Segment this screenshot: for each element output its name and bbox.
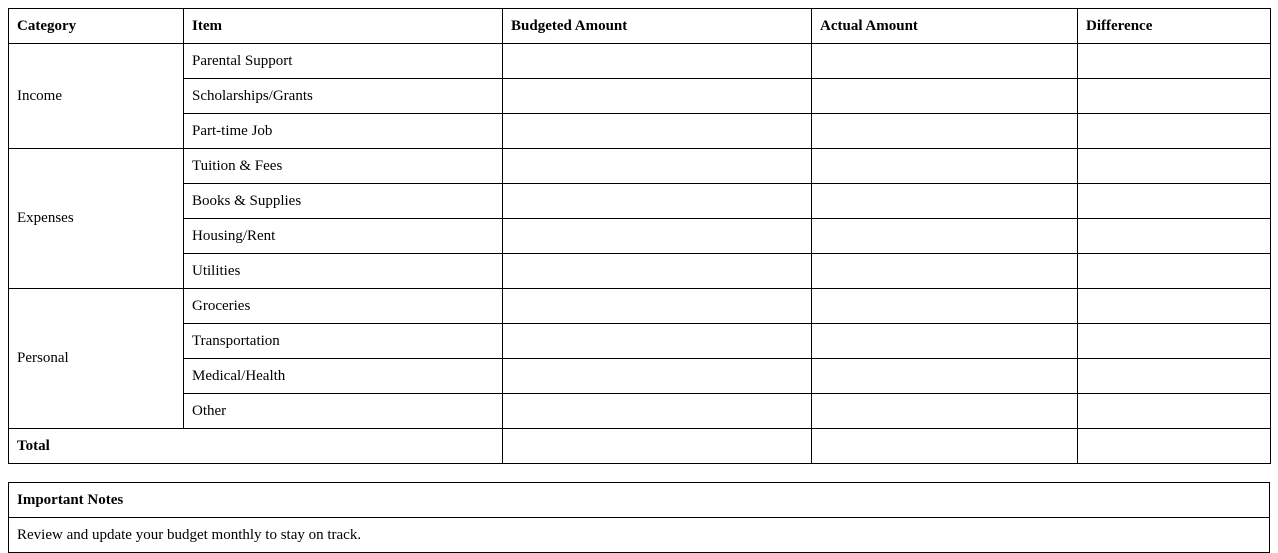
table-row	[9, 184, 1271, 219]
difference-cell[interactable]	[1078, 359, 1271, 394]
actual-amount-cell[interactable]	[812, 394, 1078, 429]
difference-cell[interactable]	[1078, 44, 1271, 79]
actual-amount-cell[interactable]	[812, 254, 1078, 289]
total-actual-cell[interactable]	[812, 429, 1078, 464]
header-row	[9, 9, 1271, 44]
actual-amount-cell[interactable]	[812, 184, 1078, 219]
item-cell: Books & Supplies	[184, 184, 503, 219]
difference-cell[interactable]	[1078, 324, 1271, 359]
item-cell: Housing/Rent	[184, 219, 503, 254]
notes-table	[8, 482, 1270, 553]
budgeted-amount-cell[interactable]	[503, 324, 812, 359]
item-cell: Utilities	[184, 254, 503, 289]
budgeted-amount-cell[interactable]	[503, 394, 812, 429]
total-row	[9, 429, 1271, 464]
total-label: Total	[9, 429, 503, 464]
actual-amount-cell[interactable]	[812, 219, 1078, 254]
budgeted-amount-cell[interactable]	[503, 44, 812, 79]
difference-cell[interactable]	[1078, 184, 1271, 219]
budgeted-amount-cell[interactable]	[503, 219, 812, 254]
difference-cell[interactable]	[1078, 289, 1271, 324]
difference-cell[interactable]	[1078, 79, 1271, 114]
total-difference-cell[interactable]	[1078, 429, 1271, 464]
budgeted-amount-cell[interactable]	[503, 254, 812, 289]
item-cell: Other	[184, 394, 503, 429]
header-budgeted-amount: Budgeted Amount	[503, 9, 812, 44]
item-cell: Parental Support	[184, 44, 503, 79]
item-cell: Medical/Health	[184, 359, 503, 394]
item-cell: Transportation	[184, 324, 503, 359]
table-row	[9, 394, 1271, 429]
table-row	[9, 149, 1271, 184]
category-cell-personal: Personal	[9, 289, 184, 429]
difference-cell[interactable]	[1078, 394, 1271, 429]
difference-cell[interactable]	[1078, 219, 1271, 254]
item-cell: Scholarships/Grants	[184, 79, 503, 114]
table-row	[9, 44, 1271, 79]
item-cell: Groceries	[184, 289, 503, 324]
category-cell-expenses: Expenses	[9, 149, 184, 289]
header-item: Item	[184, 9, 503, 44]
actual-amount-cell[interactable]	[812, 79, 1078, 114]
budgeted-amount-cell[interactable]	[503, 149, 812, 184]
notes-text-row	[9, 518, 1270, 553]
budgeted-amount-cell[interactable]	[503, 289, 812, 324]
difference-cell[interactable]	[1078, 254, 1271, 289]
actual-amount-cell[interactable]	[812, 289, 1078, 324]
notes-title-row	[9, 483, 1270, 518]
table-row	[9, 114, 1271, 149]
actual-amount-cell[interactable]	[812, 324, 1078, 359]
budgeted-amount-cell[interactable]	[503, 184, 812, 219]
category-cell-income: Income	[9, 44, 184, 149]
total-budgeted-cell[interactable]	[503, 429, 812, 464]
actual-amount-cell[interactable]	[812, 149, 1078, 184]
header-difference: Difference	[1078, 9, 1271, 44]
item-cell: Tuition & Fees	[184, 149, 503, 184]
actual-amount-cell[interactable]	[812, 114, 1078, 149]
actual-amount-cell[interactable]	[812, 359, 1078, 394]
header-actual-amount: Actual Amount	[812, 9, 1078, 44]
notes-title: Important Notes	[9, 483, 1270, 518]
table-row	[9, 289, 1271, 324]
difference-cell[interactable]	[1078, 114, 1271, 149]
notes-text: Review and update your budget monthly to stay on track.	[9, 518, 1270, 553]
budget-table	[8, 8, 1271, 464]
table-row	[9, 254, 1271, 289]
actual-amount-cell[interactable]	[812, 44, 1078, 79]
budgeted-amount-cell[interactable]	[503, 359, 812, 394]
table-row	[9, 79, 1271, 114]
header-category: Category	[9, 9, 184, 44]
table-row	[9, 359, 1271, 394]
budgeted-amount-cell[interactable]	[503, 114, 812, 149]
difference-cell[interactable]	[1078, 149, 1271, 184]
item-cell: Part-time Job	[184, 114, 503, 149]
budgeted-amount-cell[interactable]	[503, 79, 812, 114]
table-row	[9, 324, 1271, 359]
table-row	[9, 219, 1271, 254]
